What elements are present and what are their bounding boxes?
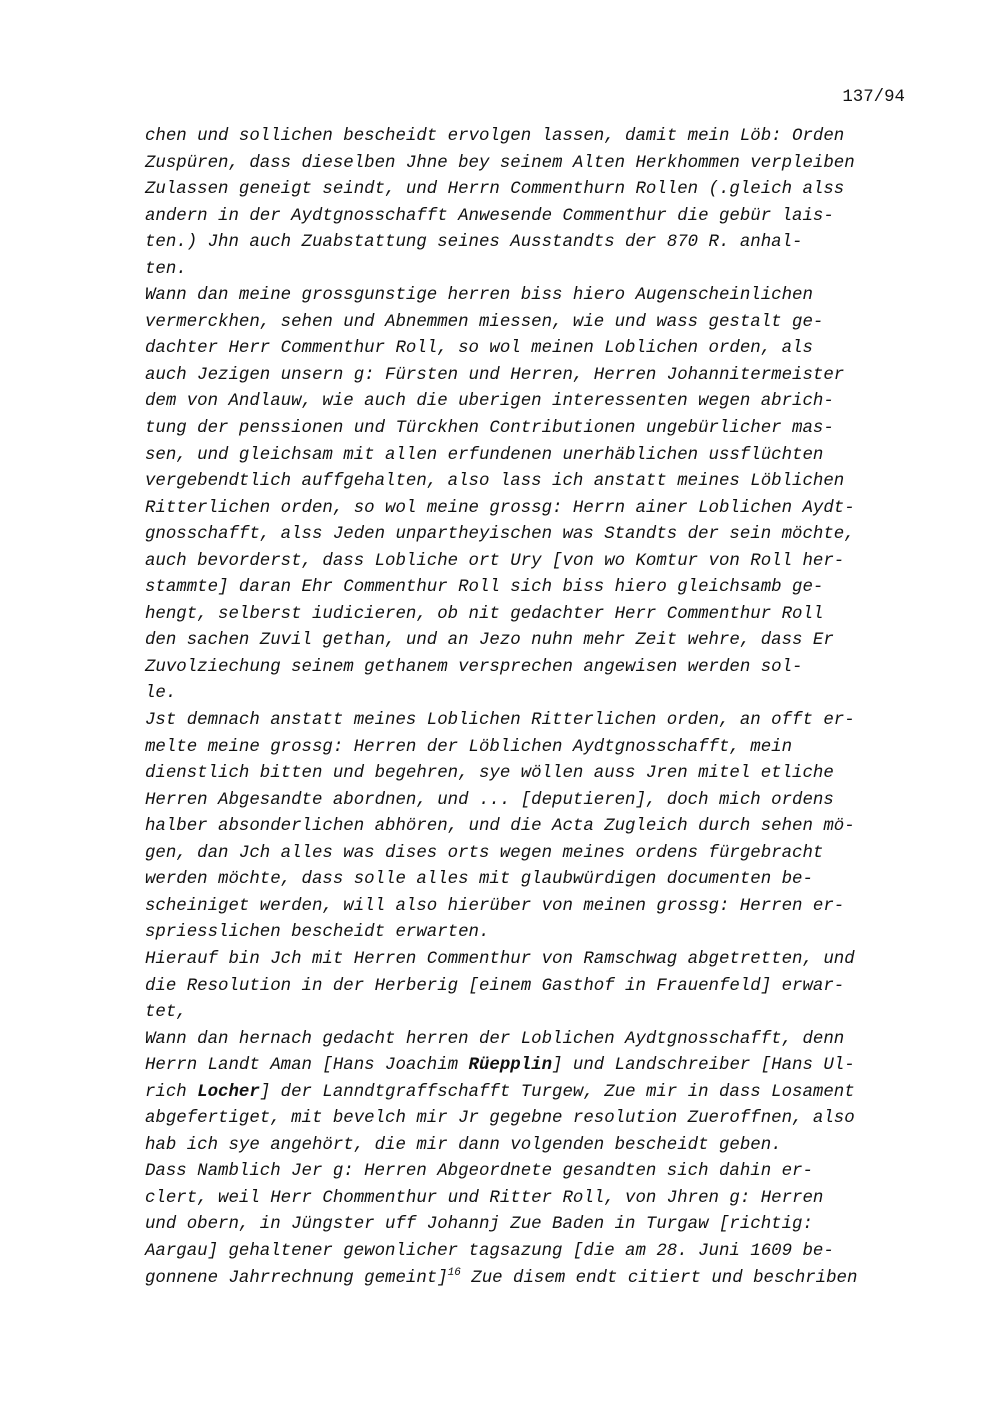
text-line: dienstlich bitten und begehren, sye wöllen auss Jren mitel etliche [145,764,834,784]
text-line: dachter Herr Commenthur Roll, so wol meinen Loblichen orden, als [145,339,813,359]
text-line: Jst demnach anstatt meines Loblichen Ritterlichen orden, an offt er- [145,711,855,731]
text-line: Hierauf bin Jch mit Herren Commenthur von Ramschwag abgetretten, und [145,949,855,969]
text-line: clert, weil Herr Chommenthur und Ritter Roll, von Jhren g: Herren [145,1188,824,1208]
text-segment: rich [145,1082,198,1102]
text-line: ten. [145,259,187,279]
text-line: hab ich sye angehört, die mir dann volgenden bescheidt geben. [145,1135,782,1155]
text-line: auch bevorderst, dass Lobliche ort Ury [von wo Komtur von Roll her- [145,551,845,571]
text-line: vergebendtlich auffgehalten, also lass ich anstatt meines Löblichen [145,472,845,492]
text-line: auch Jezigen unsern g: Fürsten und Herren, Herren Johannitermeister [145,365,845,385]
bold-name-locher: Locher [197,1082,260,1102]
text-line [145,1080,945,1107]
text-line: spriesslichen bescheidt erwarten. [145,923,490,943]
text-line: gnosschafft, alss Jeden unpartheyischen was Standts der sein möchte, [145,525,855,545]
text-line: andern in der Aydtgnosschafft Anwesende Commenthur die gebür lais- [145,206,834,226]
text-line: Dass Namblich Jer g: Herren Abgeordnete gesandten sich dahin er- [145,1162,813,1182]
text-segment: Zue disem endt citiert und beschriben [460,1268,858,1288]
text-line [145,1053,945,1080]
text-line: Wann dan hernach gedacht herren der Loblichen Aydtgnosschafft, denn [145,1029,845,1049]
text-line: tung der penssionen und Türckhen Contributionen ungebürlicher mas- [145,419,834,439]
bold-name-ruepplin: Rüepplin [468,1056,553,1076]
text-line: hengt, selberst iudicieren, ob nit gedachter Herr Commenthur Roll [145,604,824,624]
transcription-body [145,124,945,1292]
text-line: ten.) Jhn auch Zuabstattung seines Ausstandts der 870 R. anhal- [145,233,803,253]
text-line: sen, und gleichsam mit allen erfundenen unerhäblichen ussflüchten [145,445,824,465]
text-line: Herren Abgesandte abordnen, und ... [deputieren], doch mich ordens [145,790,834,810]
text-segment: Herrn Landt Aman [Hans Joachim [145,1056,469,1076]
text-line: Zuspüren, dass dieselben Jhne bey seinem Alten Herkhommen verpleiben [145,153,855,173]
text-line [145,1266,945,1293]
text-line: halber absonderlichen abhören, und die Acta Zugleich durch sehen mö- [145,817,855,837]
text-line: stammte] daran Ehr Commenthur Roll sich biss hiero gleichsamb ge- [145,578,824,598]
text-line: Zuvolziechung seinem gethanem versprechen angewisen werden sol- [145,657,803,677]
page-number: 137/94 [842,88,905,107]
text-line: le. [145,684,177,704]
text-segment: gonnene Jahrrechnung gemeint] [145,1268,448,1288]
text-line: gen, dan Jch alles was dises orts wegen meines ordens fürgebracht [145,843,824,863]
text-line: den sachen Zuvil gethan, und an Jezo nuhn mehr Zeit wehre, dass Er [145,631,834,651]
text-line: melte meine grossg: Herren der Löblichen Aydtgnosschafft, mein [145,737,793,757]
text-line: Zulassen geneigt seindt, und Herrn Commenthurn Rollen (.gleich alss [145,180,845,200]
text-line: scheiniget werden, will also hierüber von meinen grossg: Herren er- [145,896,845,916]
text-segment: ] der Lanndtgraffschafft Turgew, Zue mir in dass Losament [259,1082,855,1102]
text-line: dem von Andlauw, wie auch die uberigen interessenten wegen abrich- [145,392,834,412]
text-line: werden möchte, dass solle alles mit glaubwürdigen documenten be- [145,870,813,890]
text-line: und obern, in Jüngster uff Johannj Zue Baden in Turgaw [richtig: [145,1215,813,1235]
text-line: vermerckhen, sehen und Abnemmen miessen, wie und wass gestalt ge- [145,312,824,332]
text-line: tet, [145,1003,187,1023]
text-line: Aargau] gehaltener gewonlicher tagsazung [die am 28. Juni 1609 be- [145,1241,834,1261]
text-line: Ritterlichen orden, so wol meine grossg: Herrn ainer Loblichen Aydt- [145,498,855,518]
text-segment: ] und Landschreiber [Hans Ul- [552,1056,855,1076]
text-line: die Resolution in der Herberig [einem Gasthof in Frauenfeld] erwar- [145,976,845,996]
footnote-marker[interactable]: 16 [447,1266,461,1279]
text-line: chen und sollichen bescheidt ervolgen lassen, damit mein Löb: Orden [145,127,845,146]
text-line: Wann dan meine grossgunstige herren biss hiero Augenscheinlichen [145,286,813,306]
text-line: abgefertiget, mit bevelch mir Jr gegebne resolution Zueroffnen, also [145,1109,855,1129]
